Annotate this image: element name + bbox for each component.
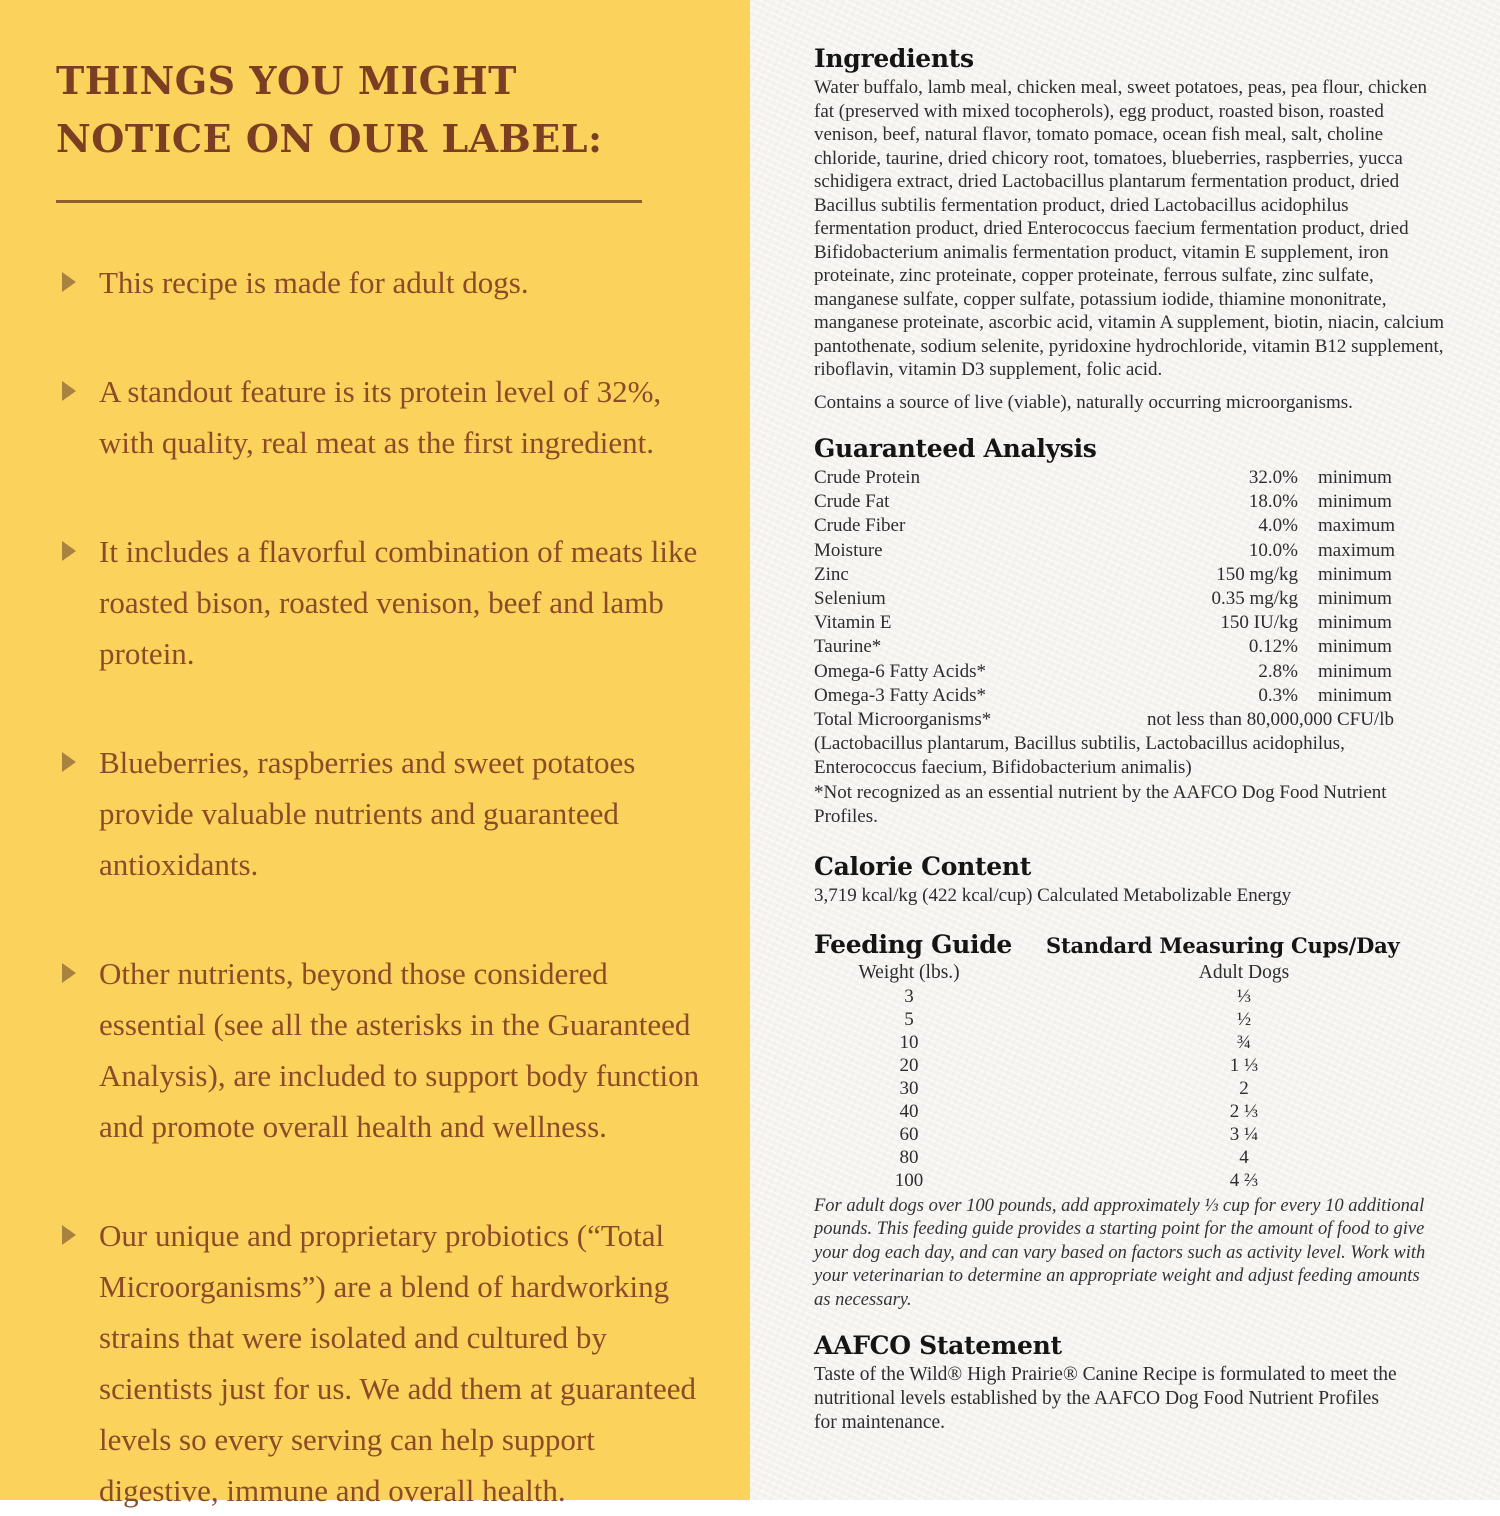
table-row <box>814 1146 1445 1169</box>
contains-note: Contains a source of live (viable), naturally occurring microorganisms. <box>814 391 1353 413</box>
table-row <box>814 1169 1445 1192</box>
ga-row-qualifier: maximum <box>1318 515 1396 537</box>
ga-row-label: Crude Fiber <box>814 515 906 537</box>
aafco-heading: AAFCO Statement <box>814 1330 1062 1360</box>
cups-value: 1 ⅓ <box>1229 1054 1259 1076</box>
ga-row-value: 150 IU/kg <box>1220 612 1298 634</box>
cups-value: 3 ¼ <box>1229 1123 1259 1145</box>
ga-row-label: Taurine* <box>814 636 882 658</box>
ga-total-value: not less than 80,000,000 CFU/lb <box>1146 709 1394 731</box>
cups-value: ¾ <box>1236 1031 1252 1053</box>
ga-row-label: Moisture <box>814 539 883 561</box>
ga-row-qualifier: minimum <box>1318 636 1392 658</box>
calorie-content-section <box>814 852 1445 908</box>
cups-column-header: Adult Dogs <box>1198 961 1290 983</box>
ga-row-label: Crude Fat <box>814 491 890 513</box>
ga-total-label: Total Microorganisms* <box>814 709 992 731</box>
guaranteed-analysis-table <box>814 466 1394 732</box>
list-item <box>56 737 708 890</box>
ga-row-value: 10.0% <box>1248 539 1298 561</box>
ga-row-label: Omega-6 Fatty Acids* <box>814 660 987 682</box>
bullet-text: It includes a flavorful combination of meats like roasted bison, roasted venison, beef and lamb protein. <box>99 534 698 671</box>
calorie-content-heading: Calorie Content <box>814 852 1031 882</box>
list-item <box>56 366 708 468</box>
cups-value: ⅓ <box>1236 985 1252 1007</box>
ingredients-section <box>814 44 1445 414</box>
left-panel <box>0 0 750 1508</box>
nutrition-panel <box>750 0 1500 1500</box>
ga-row-value: 0.35 mg/kg <box>1211 588 1298 610</box>
ga-row-value: 4.0% <box>1258 515 1298 537</box>
ga-row-qualifier: minimum <box>1318 684 1392 706</box>
title-divider <box>56 200 642 203</box>
triangle-bullet-icon <box>62 1225 76 1245</box>
table-row <box>814 1008 1445 1031</box>
ga-row-value: 0.3% <box>1258 684 1298 706</box>
ga-row-label: Zinc <box>814 563 849 585</box>
ga-row-value: 18.0% <box>1248 491 1298 513</box>
triangle-bullet-icon <box>62 963 76 983</box>
ga-row-label: Vitamin E <box>814 612 892 634</box>
feeding-guide-column-headers <box>814 960 1445 985</box>
weight-value: 60 <box>899 1123 919 1145</box>
cups-value: ½ <box>1236 1008 1252 1030</box>
cups-value: 4 <box>1239 1146 1249 1168</box>
weight-value: 10 <box>899 1031 919 1053</box>
weight-value: 30 <box>899 1077 919 1099</box>
ga-row-label: Omega-3 Fatty Acids* <box>814 684 987 706</box>
ga-row-label: Crude Protein <box>814 467 921 488</box>
table-row <box>814 1077 1445 1100</box>
ga-row-qualifier: maximum <box>1318 539 1396 561</box>
triangle-bullet-icon <box>62 272 76 292</box>
weight-value: 40 <box>899 1100 919 1122</box>
ga-parenthetical: (Lactobacillus plantarum, Bacillus subtilis, Lactobacillus acidophilus, Enterococcus faecium, Bifidobacterium animalis) <box>814 733 1345 778</box>
table-row <box>814 1100 1445 1123</box>
cups-value: 4 ⅔ <box>1229 1169 1259 1191</box>
weight-value: 20 <box>899 1054 919 1076</box>
feeding-guide-heading: Feeding Guide <box>814 929 1013 959</box>
cups-value: 2 ⅓ <box>1229 1100 1259 1122</box>
calorie-content-body: 3,719 kcal/kg (422 kcal/cup) Calculated Metabolizable Energy <box>814 885 1292 907</box>
ga-row-qualifier: minimum <box>1318 491 1392 513</box>
ingredients-body: Water buffalo, lamb meal, chicken meal, sweet potatoes, peas, pea flour, chicken fat (preserved with mixed tocopherols), egg product, roasted bison, roasted venison, beef, natural flavor, tomato pomace, ocean fish meal, salt, choline chloride, taurine, dried chicory root, tomatoes, blueberries, raspberries, yucca schidigera extract, dried Lactobacillus plantarum fermentation product, dried Bacillus subtilis fermentation product, dried Lactobacillus acidophilus fermentation product, dried Enterococcus faecium fermentation product, dried Bifidobacterium animalis fermentation product, vitamin E supplement, iron proteinate, zinc proteinate, copper proteinate, ferrous sulfate, zinc sulfate, manganese sulfate, copper sulfate, potassium iodide, thiamine mononitrate, manganese proteinate, ascorbic acid, vitamin A supplement, biotin, niacin, calcium pantothenate, sodium selenite, pyridoxine hydrochloride, vitamin B12 supplement, riboflavin, vitamin D3 supplement, folic acid. <box>814 77 1444 380</box>
weight-value: 3 <box>904 985 914 1007</box>
triangle-bullet-icon <box>62 752 76 772</box>
feeding-guide-header <box>814 930 1445 960</box>
feeding-guide-note: For adult dogs over 100 pounds, add approximately ⅓ cup for every 10 additional pounds. This feeding guide provides a starting point for the amount of food to give your dog each day, and can vary based on factors such as activity level. Work with your veterinarian to determine an appropriate weight and adjust feeding amounts as necessary. <box>814 1195 1426 1310</box>
aafco-statement-section <box>814 1331 1445 1435</box>
bullet-text: Blueberries, raspberries and sweet potatoes provide valuable nutrients and guaranteed antioxidants. <box>99 745 636 882</box>
list-item <box>56 526 708 679</box>
feeding-guide-subheading: Standard Measuring Cups/Day <box>1046 932 1400 958</box>
list-item <box>56 948 708 1152</box>
bullet-text: A standout feature is its protein level of 32%, with quality, real meat as the first ingredient. <box>99 374 662 460</box>
ga-footnote: *Not recognized as an essential nutrient by the AAFCO Dog Food Nutrient Profiles. <box>814 782 1387 827</box>
ga-row-value: 32.0% <box>1248 467 1298 488</box>
bullet-text: Other nutrients, beyond those considered essential (see all the asterisks in the Guaranteed Analysis), are included to support body function and promote overall health and wellness. <box>99 956 700 1144</box>
ga-row-value: 0.12% <box>1248 636 1298 658</box>
page-title <box>56 52 708 168</box>
cups-value: 2 <box>1239 1077 1249 1099</box>
ga-row-qualifier: minimum <box>1318 660 1392 682</box>
page-title-line2: NOTICE ON OUR LABEL: <box>56 116 603 161</box>
triangle-bullet-icon <box>62 541 76 561</box>
bullet-text: This recipe is made for adult dogs. <box>99 265 529 300</box>
ga-row-value: 150 mg/kg <box>1216 563 1298 585</box>
weight-column-header: Weight (lbs.) <box>858 961 960 983</box>
ingredients-heading: Ingredients <box>814 44 974 73</box>
bullet-text: Our unique and proprietary probiotics (“Total Microorganisms”) are a blend of hardworking strains that were isolated and cultured by scientists just for us. We add them at guaranteed levels so every serving can help support digestive, immune and overall health. <box>99 1218 696 1508</box>
feeding-guide-section <box>814 930 1445 1313</box>
guaranteed-analysis-section <box>814 434 1445 828</box>
weight-value: 100 <box>894 1169 924 1191</box>
ga-row-label: Selenium <box>814 588 886 610</box>
list-item <box>56 257 708 308</box>
triangle-bullet-icon <box>62 381 76 401</box>
table-row <box>814 1054 1445 1077</box>
page-title-line1: THINGS YOU MIGHT <box>56 58 517 103</box>
bullet-list <box>56 257 708 1516</box>
guaranteed-analysis-heading: Guaranteed Analysis <box>814 434 1097 463</box>
ga-row-value: 2.8% <box>1258 660 1298 682</box>
table-row <box>814 1031 1445 1054</box>
table-row <box>814 1123 1445 1146</box>
table-row <box>814 985 1445 1008</box>
weight-value: 5 <box>904 1008 914 1030</box>
ga-row-qualifier: minimum <box>1318 467 1392 488</box>
ga-row-qualifier: minimum <box>1318 588 1392 610</box>
ga-row-qualifier: minimum <box>1318 612 1392 634</box>
weight-value: 80 <box>899 1146 919 1168</box>
ga-row-qualifier: minimum <box>1318 563 1392 585</box>
list-item <box>56 1210 708 1516</box>
aafco-body: Taste of the Wild® High Prairie® Canine Recipe is formulated to meet the nutritional levels established by the AAFCO Dog Food Nutrient Profiles for maintenance. <box>814 1363 1397 1433</box>
